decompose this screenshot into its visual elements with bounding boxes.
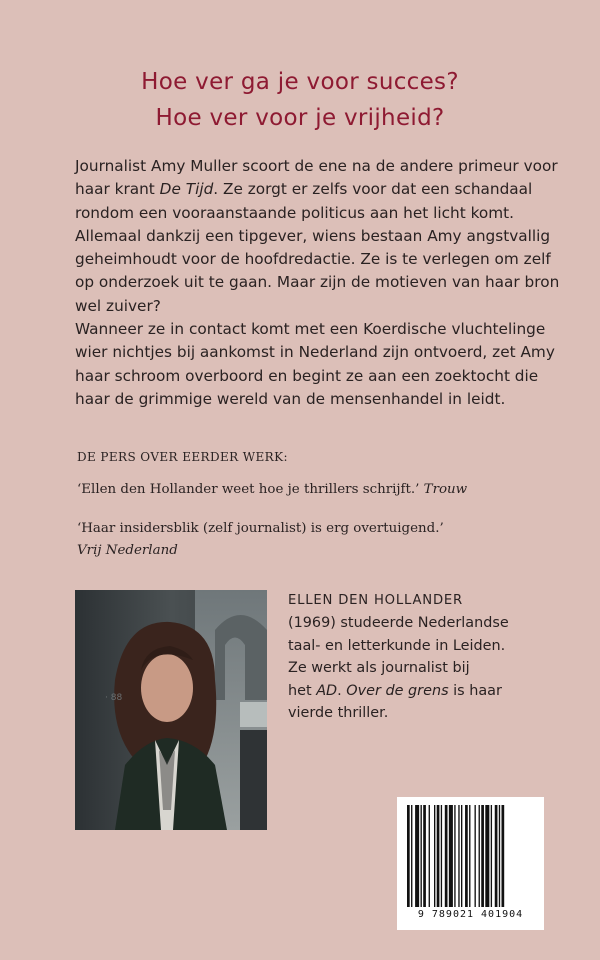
tagline-line-2: Hoe ver voor je vrijheid?	[155, 105, 445, 131]
author-photo	[75, 590, 267, 830]
book-title: Over de grens	[346, 682, 449, 699]
barcode-stripe	[499, 805, 500, 907]
bio-line: taal- en letterkunde in Leiden.	[288, 637, 506, 654]
quote-text: ‘Haar insidersblik (zelf journalist) is erg overtuigend.’	[77, 521, 444, 536]
blurb-line: haar de grimmige wereld van de mensenhandel in leidt.	[75, 389, 506, 408]
bio-line: (1969) studeerde Nederlandse	[288, 615, 509, 632]
newspaper-title: De Tijd	[159, 180, 214, 199]
barcode	[397, 797, 544, 930]
barcode-stripe	[415, 805, 419, 907]
press-quote-2	[77, 518, 444, 562]
quote-source: Vrij Nederland	[77, 543, 178, 558]
barcode-stripe	[461, 805, 462, 907]
barcode-bars	[405, 805, 536, 909]
bio-line: Ze werkt als journalist bij	[288, 660, 470, 677]
quote-text: ‘Ellen den Hollander weet hoe je thrillers schrijft.’	[77, 482, 424, 497]
barcode-stripe	[449, 805, 453, 907]
barcode-stripe	[491, 805, 492, 907]
svg-text:· 88: · 88	[105, 693, 123, 703]
barcode-stripe	[434, 805, 435, 907]
barcode-stripe	[445, 805, 448, 907]
tagline-line-1: Hoe ver ga je voor succes?	[141, 69, 459, 95]
barcode-stripe	[437, 805, 440, 907]
bio-text: het	[288, 682, 317, 699]
blurb-line: haar schroom overboord en begint ze aan een zoektocht die	[75, 366, 539, 385]
blurb-line	[75, 178, 580, 201]
newspaper-title: AD	[316, 682, 338, 699]
tagline	[0, 64, 600, 136]
blurb-text: haar krant	[75, 180, 160, 199]
barcode-stripe	[441, 805, 442, 907]
blurb-line: Allemaal dankzij een tipgever, wiens bestaan Amy angstvallig	[75, 226, 551, 245]
blurb	[75, 155, 580, 411]
barcode-stripe	[495, 805, 498, 907]
barcode-stripe	[479, 805, 480, 907]
bio-text: .	[337, 682, 347, 699]
barcode-stripe	[481, 805, 484, 907]
barcode-stripe	[458, 805, 459, 907]
barcode-stripe	[502, 805, 505, 907]
press-heading: DE PERS OVER EERDER WERK:	[77, 450, 288, 464]
blurb-line: Journalist Amy Muller scoort de ene na de andere primeur voor	[75, 157, 558, 175]
blurb-line: Wanneer ze in contact komt met een Koerdische vluchtelinge	[75, 320, 546, 339]
blurb-line: wier nichtjes bij aankomst in Nederland zijn ontvoerd, zet Amy	[75, 343, 555, 362]
barcode-stripe	[407, 805, 410, 907]
barcode-stripe	[469, 805, 470, 907]
press-quote-1	[77, 479, 467, 501]
barcode-stripe	[421, 805, 422, 907]
blurb-line: geheimhoudt voor de hoofdredactie. Ze is te verlegen om zelf	[75, 250, 551, 269]
bio-line: vierde thriller.	[288, 705, 389, 722]
blurb-line: op onderzoek uit te gaan. Maar zijn de motieven van haar bron	[75, 273, 560, 292]
quote-source: Trouw	[423, 482, 468, 497]
author-bio	[288, 590, 588, 724]
blurb-line: rondom een vooraanstaande politicus aan het licht komt.	[75, 203, 515, 222]
barcode-stripe	[429, 805, 430, 907]
barcode-stripe	[423, 805, 426, 907]
blurb-line: wel zuiver?	[75, 296, 161, 315]
barcode-stripe	[485, 805, 489, 907]
isbn-number: 9 789021 401904	[417, 909, 524, 920]
barcode-stripe	[465, 805, 468, 907]
barcode-stripe	[411, 805, 412, 907]
bio-text: is haar	[448, 682, 502, 699]
blurb-text: . Ze zorgt er zelfs voor dat een schandaal	[213, 180, 533, 199]
bio-line	[288, 680, 588, 702]
barcode-stripe	[454, 805, 455, 907]
barcode-stripe	[475, 805, 476, 907]
author-name: ELLEN DEN HOLLANDER	[288, 593, 463, 608]
